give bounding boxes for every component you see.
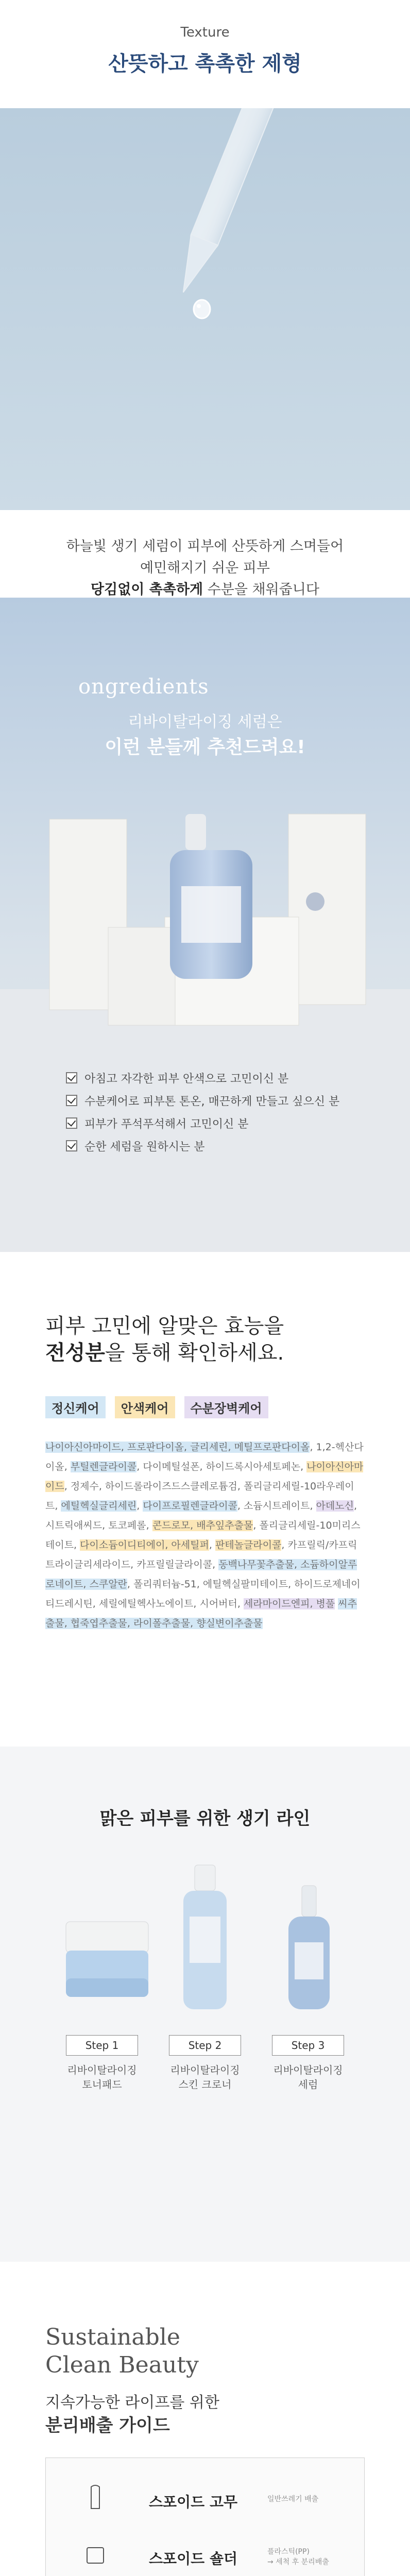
recycle-en-line1: Sustainable: [45, 2324, 180, 2350]
highlighted-ingredient: 콘드로모, 배추잎추출물: [152, 1520, 253, 1531]
recycle-label: 스포이드 숄더: [149, 2550, 238, 2567]
legend-tag-tone: 안색케어: [115, 1396, 175, 1418]
texture-dropper-photo: [0, 108, 410, 510]
ingredient-text: , 시트릭애씨드, 토코페롤,: [45, 1500, 357, 1531]
product-name-1-line2: 토너패드: [82, 2078, 122, 2091]
highlighted-ingredient: 에틸헥실글리세린: [61, 1500, 137, 1512]
brand-logo: ongredients: [78, 675, 209, 699]
ingredient-text: , 정제수, 하이드롤라이즈드스클레로튬검, 폴리글리세릴-10라우레이트,: [45, 1481, 354, 1512]
ingredients-section: [0, 1252, 410, 1747]
texture-desc-bold: 당김없이 촉촉하게: [91, 582, 203, 598]
dropper-rubber-icon: [80, 2484, 111, 2515]
ingredient-text: , 폴리쿼터늄-51, 에틸헥실팔미테이트, 하이드로제네이티드레시틴, 세릴에틸헥사노에이트, 시어버터,: [45, 1579, 361, 1609]
recycle-english-title: [45, 2324, 199, 2379]
ingredient-text: , 카프릴릭/카프릭트라이글리세라이드, 카프릴릴글라이콜,: [45, 1539, 357, 1570]
ingredients-title-line2: [45, 1336, 284, 1366]
step-label-3: Step 3: [272, 2035, 344, 2056]
recommend-item-text: 아침고 자각한 피부 안색으로 고민이신 분: [84, 1072, 289, 1086]
recommend-item: [66, 1112, 354, 1134]
checkbox-icon: [66, 1095, 77, 1106]
recycle-note-line1: 일반쓰레기 배출: [267, 2495, 319, 2503]
dropper-shoulder-icon: [80, 2540, 111, 2571]
recycle-section: [0, 2262, 410, 2576]
ingredient-text: , 다이메틸설폰, 하이드록시아세토페논,: [136, 1461, 307, 1472]
recycle-note-line2: → 세척 후 분리배출: [267, 2558, 329, 2566]
product-name-3: [262, 2063, 354, 2092]
product-name-2: [159, 2063, 251, 2092]
ingredients-title-bold: 전성분: [45, 1341, 105, 1365]
recycle-subtitle: 지속가능한 라이프를 위한: [45, 2394, 219, 2412]
highlighted-ingredient: 나이아신아마이드: [45, 1461, 364, 1492]
checkbox-icon: [66, 1140, 77, 1151]
product-name-1: [56, 2063, 148, 2092]
ingredient-text: ,: [136, 1500, 143, 1512]
recycle-row: [46, 2540, 364, 2571]
serum-bottle-image: [268, 1880, 350, 2014]
highlighted-ingredient: 씨추출물, 협죽엽추출물, 라이폴추출물, 향실변이추출물: [45, 1598, 357, 1629]
highlighted-ingredient: 판테놀글라이콜: [215, 1539, 282, 1551]
ingredients-title-line1: 피부 고민에 알맞은 효능을: [45, 1314, 284, 1338]
line-title: 맑은 피부를 위한 생기 라인: [99, 1808, 311, 1829]
texture-title: 산뜻하고 촉촉한 제형: [108, 52, 302, 76]
ingredient-text: , 1,2-헥산다이올,: [45, 1442, 364, 1472]
texture-desc-line2: 예민해지기 쉬운 피부: [140, 560, 270, 576]
recycle-title: 분리배출 가이드: [45, 2415, 170, 2436]
product-name-2-line2: 스킨 크로너: [178, 2078, 232, 2091]
recommend-item: [66, 1089, 354, 1112]
recommend-item-text: 피부가 푸석푸석해서 고민이신 분: [84, 1117, 249, 1131]
step-label-1: Step 1: [66, 2035, 138, 2056]
recycle-note-line1: 플라스틱(PP): [267, 2548, 310, 2556]
recycle-en-line2: Clean Beauty: [45, 2352, 199, 2378]
recycle-note: [267, 2494, 318, 2504]
highlighted-ingredient: 아데노신: [316, 1500, 354, 1512]
recycle-label: 스포이드 고무: [149, 2494, 238, 2511]
highlighted-ingredient: 동백나무꽃추출물, 소듐하이알루로네이트, 스쿠알란: [45, 1559, 357, 1590]
ingredient-text: , 소듐시트레이트,: [237, 1500, 316, 1512]
texture-desc-line3: [0, 579, 410, 598]
step-label-2: Step 2: [169, 2035, 241, 2056]
texture-eyebrow: Texture: [180, 25, 230, 40]
highlighted-ingredient: 다이소듐이디티에이, 아세틸퍼: [80, 1539, 209, 1551]
product-name-1-line1: 리바이탈라이징: [67, 2064, 137, 2076]
recommend-item: [66, 1134, 354, 1157]
checkbox-icon: [66, 1072, 77, 1083]
product-name-3-line1: 리바이탈라이징: [273, 2064, 343, 2076]
dropper-illustration: [0, 108, 410, 510]
recycle-note: [267, 2547, 329, 2567]
ingredient-text: , 폴리글리세릴-10미리스테이트,: [45, 1520, 361, 1551]
checkbox-icon: [66, 1117, 77, 1129]
recommend-title: 이런 분들께 추천드려요!: [105, 737, 305, 758]
ingredient-legend: [45, 1396, 268, 1418]
recommend-section: [0, 598, 410, 1252]
ingredients-title-rest: 을 통해 확인하세요.: [105, 1341, 284, 1365]
skin-toner-bottle-image: [164, 1860, 246, 2014]
recommend-subtitle: 리바이탈라이징 세럼은: [128, 713, 282, 731]
highlighted-ingredient: 다이프로필렌글라이콜: [143, 1500, 237, 1512]
recommend-item: [66, 1066, 354, 1089]
ingredient-text: ,: [209, 1539, 215, 1551]
texture-section: [0, 0, 410, 598]
recommend-item-text: 수분케어로 피부톤 톤온, 매끈하게 만들고 싶으신 분: [84, 1095, 340, 1108]
product-name-2-line1: 리바이탈라이징: [170, 2064, 240, 2076]
recommend-item-text: 순한 세럼을 원하시는 분: [84, 1140, 205, 1154]
highlighted-ingredient: 나이아신아마이드, 프로판다이올, 글리세린, 메틸프로판다이올: [45, 1442, 310, 1453]
legend-tag-calming: 정신케어: [45, 1396, 106, 1418]
recommend-checklist: [66, 1066, 354, 1157]
recycle-guide-box: [45, 2458, 365, 2576]
product-name-3-line2: 세럼: [298, 2078, 318, 2091]
texture-desc-line1: 하늘빛 생기 세럼이 피부에 산뜻하게 스며들어: [66, 538, 344, 554]
texture-desc-rest: 수분을 채워줍니다: [203, 582, 319, 598]
legend-tag-moisture: 수분장벽케어: [184, 1396, 268, 1418]
product-line-section: [0, 1747, 410, 2262]
highlighted-ingredient: 부틸렌글라이콜: [70, 1461, 137, 1472]
toner-pad-jar-image: [56, 1901, 159, 2014]
ingredient-list: [45, 1437, 365, 1633]
highlighted-ingredient: 세라마이드엔피, 병풀: [243, 1598, 335, 1609]
texture-description: [0, 536, 410, 598]
recycle-row: [46, 2484, 364, 2515]
